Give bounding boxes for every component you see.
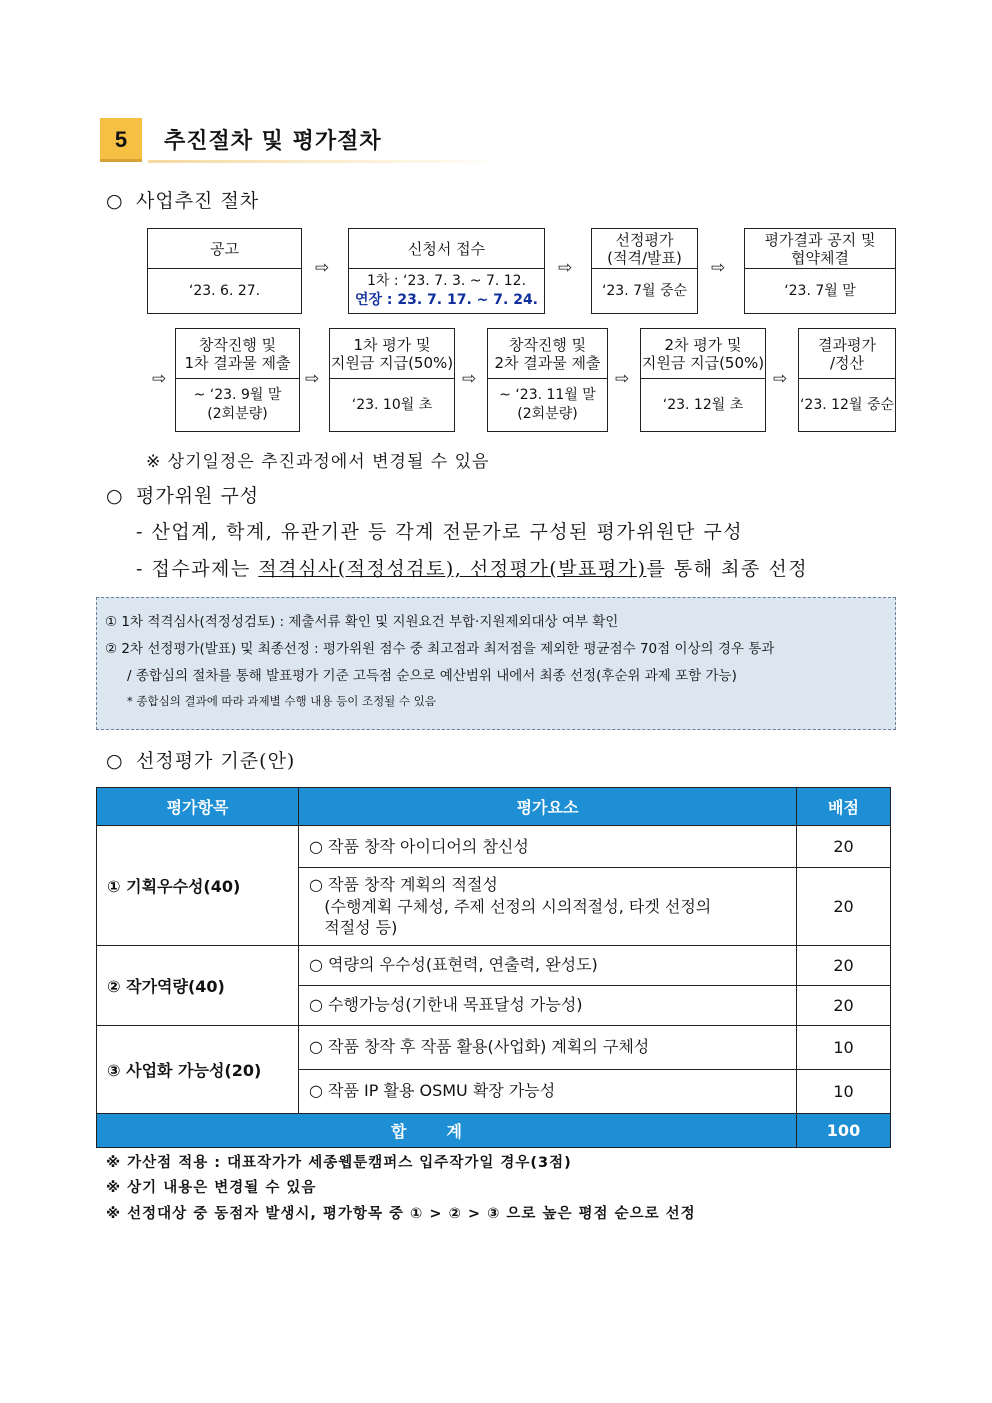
flow-arrow-icon: ⇨: [462, 369, 477, 389]
flow-step-extension: 연장 : 23. 7. 17. ~ 7. 24.: [354, 292, 539, 308]
committee-line-2: - 접수과제는 적격심사(적정성검토), 선정평가(발표평가)를 통해 최종 선정: [136, 558, 809, 580]
flow-arrow-icon: ⇨: [615, 369, 630, 389]
flow-step-date-line: 1차 : ‘23. 7. 3. ~ 7. 12.: [366, 273, 527, 290]
table-row: [97, 1025, 891, 1069]
flow-step-date-line: ~ ‘23. 11월 말: [499, 387, 596, 404]
committee-heading: ○ 평가위원 구성: [106, 485, 260, 507]
flow-step-date-line: ‘23. 7월 중순: [601, 282, 688, 299]
flow-step-date: [641, 379, 765, 431]
flow-step-box: [487, 328, 608, 432]
flow-step-date: [176, 379, 299, 431]
flow-step-box: [798, 328, 896, 432]
section-title: 추진절차 및 평가절차: [164, 129, 382, 154]
criteria-score: 20: [797, 945, 891, 985]
table-row: [97, 945, 891, 985]
schedule-note: ※ 상기일정은 추진과정에서 변경될 수 있음: [146, 452, 490, 472]
flow-step-date-line: ‘23. 10월 초: [351, 396, 433, 413]
flow-step-date: [745, 269, 895, 313]
flow-step-date: [488, 379, 607, 431]
flow-step-box: [640, 328, 766, 432]
criteria-score: 20: [797, 826, 891, 868]
criteria-score: 10: [797, 1069, 891, 1113]
flow-step-box: [591, 228, 698, 314]
flow-step-title: 창작진행 및 2차 결과물 제출: [488, 329, 607, 379]
flow-step-date-line: ‘23. 7월 말: [784, 282, 856, 299]
total-row: [97, 1113, 891, 1147]
flow-step-box: [329, 328, 455, 432]
header-category: 평가항목: [97, 788, 299, 826]
criteria-heading: ○ 선정평가 기준(안): [106, 750, 296, 772]
section-number: 5: [100, 118, 142, 162]
flow-step-title: 신청서 접수: [349, 229, 544, 269]
flow-step-box: [348, 228, 545, 314]
header-score: 배점: [797, 788, 891, 826]
flow-step-date-line: ‘23. 12월 초: [662, 396, 744, 413]
criteria-score: 10: [797, 1025, 891, 1069]
footnote-1: ※ 가산점 적용 : 대표작가가 세종웹툰캠퍼스 입주작가일 경우(3점): [106, 1155, 572, 1171]
criteria-score: 20: [797, 868, 891, 946]
footnote-3: ※ 선정대상 중 동점자 발생시, 평가항목 중 ① > ② > ③ 으로 높은 평점 순으로 선정: [106, 1206, 696, 1222]
flow-step-box: [175, 328, 300, 432]
criteria-element: ○ 작품 창작 아이디어의 참신성: [299, 826, 797, 868]
table-row: [97, 826, 891, 868]
flow-step-date-line: ‘23. 12월 중순: [799, 396, 894, 413]
footnote-2: ※ 상기 내용은 변경될 수 있음: [106, 1180, 317, 1196]
criteria-element: ○ 작품 IP 활용 OSMU 확장 가능성: [299, 1069, 797, 1113]
underlined-process: 적격심사(적정성검토), 선정평가(발표평가): [258, 558, 647, 580]
info-line-3: / 종합심의 절차를 통해 발표평가 기준 고득점 순으로 예산범위 내에서 최종 선정(후순위 과제 포함 가능): [127, 668, 737, 684]
table-header-row: [97, 788, 891, 826]
criteria-score: 20: [797, 985, 891, 1025]
flow-step-date-line: ~ ‘23. 9월 말: [193, 387, 282, 404]
total-score: 100: [797, 1113, 891, 1147]
criteria-category: ① 기획우수성(40): [97, 826, 299, 946]
criteria-table: [96, 787, 891, 1148]
header-element: 평가요소: [299, 788, 797, 826]
flow-step-title: 공고: [148, 229, 301, 269]
info-line-2: ② 2차 선정평가(발표) 및 최종선정 : 평가위원 점수 중 최고점과 최저점을 제외한 평균점수 70점 이상의 경우 통과: [105, 641, 775, 657]
flow-arrow-icon: ⇨: [152, 369, 167, 389]
flow-arrow-icon: ⇨: [558, 258, 573, 278]
flow-step-box: [744, 228, 896, 314]
flow-arrow-icon: ⇨: [315, 258, 330, 278]
flow-step-title: 결과평가 /정산: [799, 329, 895, 379]
flow-step-title: 1차 평가 및 지원금 지급(50%): [330, 329, 454, 379]
section-underline: [148, 160, 498, 163]
criteria-element: ○ 수행가능성(기한내 목표달성 가능성): [299, 985, 797, 1025]
flow-step-title: 2차 평가 및 지원금 지급(50%): [641, 329, 765, 379]
total-label: [97, 1113, 797, 1147]
flow-step-date: [349, 269, 544, 313]
criteria-category: ③ 사업화 가능성(20): [97, 1025, 299, 1113]
info-line-1: ① 1차 적격심사(적정성검토) : 제출서류 확인 및 지원요건 부합·지원제외대상 여부 확인: [105, 614, 619, 630]
flow-step-box: [147, 228, 302, 314]
flow-step-date-line: (2회분량): [207, 406, 268, 422]
criteria-table-body: [97, 826, 891, 1148]
flow-step-date-line: (2회분량): [517, 406, 578, 422]
committee-line-1: - 산업계, 학계, 유관기관 등 각계 전문가로 구성된 평가위원단 구성: [136, 521, 744, 543]
flow-step-date: [148, 269, 301, 313]
flow-step-title: 선정평가 (적격/발표): [592, 229, 697, 269]
flow-step-date-line: ‘23. 6. 27.: [188, 282, 261, 299]
section-header: [100, 118, 500, 166]
flow-step-title: 평가결과 공지 및 협약체결: [745, 229, 895, 269]
criteria-category: ② 작가역량(40): [97, 945, 299, 1025]
flow-arrow-icon: ⇨: [711, 258, 726, 278]
flow-step-date: [592, 269, 697, 313]
flow-step-title: 창작진행 및 1차 결과물 제출: [176, 329, 299, 379]
evaluation-info-box: [96, 597, 896, 730]
criteria-element: ○ 작품 창작 후 작품 활용(사업화) 계획의 구체성: [299, 1025, 797, 1069]
procedure-heading: ○ 사업추진 절차: [106, 190, 260, 212]
total-label-text: 합계: [391, 1121, 502, 1141]
flow-arrow-icon: ⇨: [773, 369, 788, 389]
criteria-element: ○ 작품 창작 계획의 적절성 (수행계획 구체성, 주제 선정의 시의적절성, 타겟 선정의 적절성 등): [299, 868, 797, 946]
info-note: * 종합심의 결과에 따라 과제별 수행 내용 등이 조정될 수 있음: [127, 694, 436, 708]
flow-arrow-icon: ⇨: [305, 369, 320, 389]
flow-step-date: [799, 379, 895, 431]
criteria-element: ○ 역량의 우수성(표현력, 연출력, 완성도): [299, 945, 797, 985]
flow-step-date: [330, 379, 454, 431]
